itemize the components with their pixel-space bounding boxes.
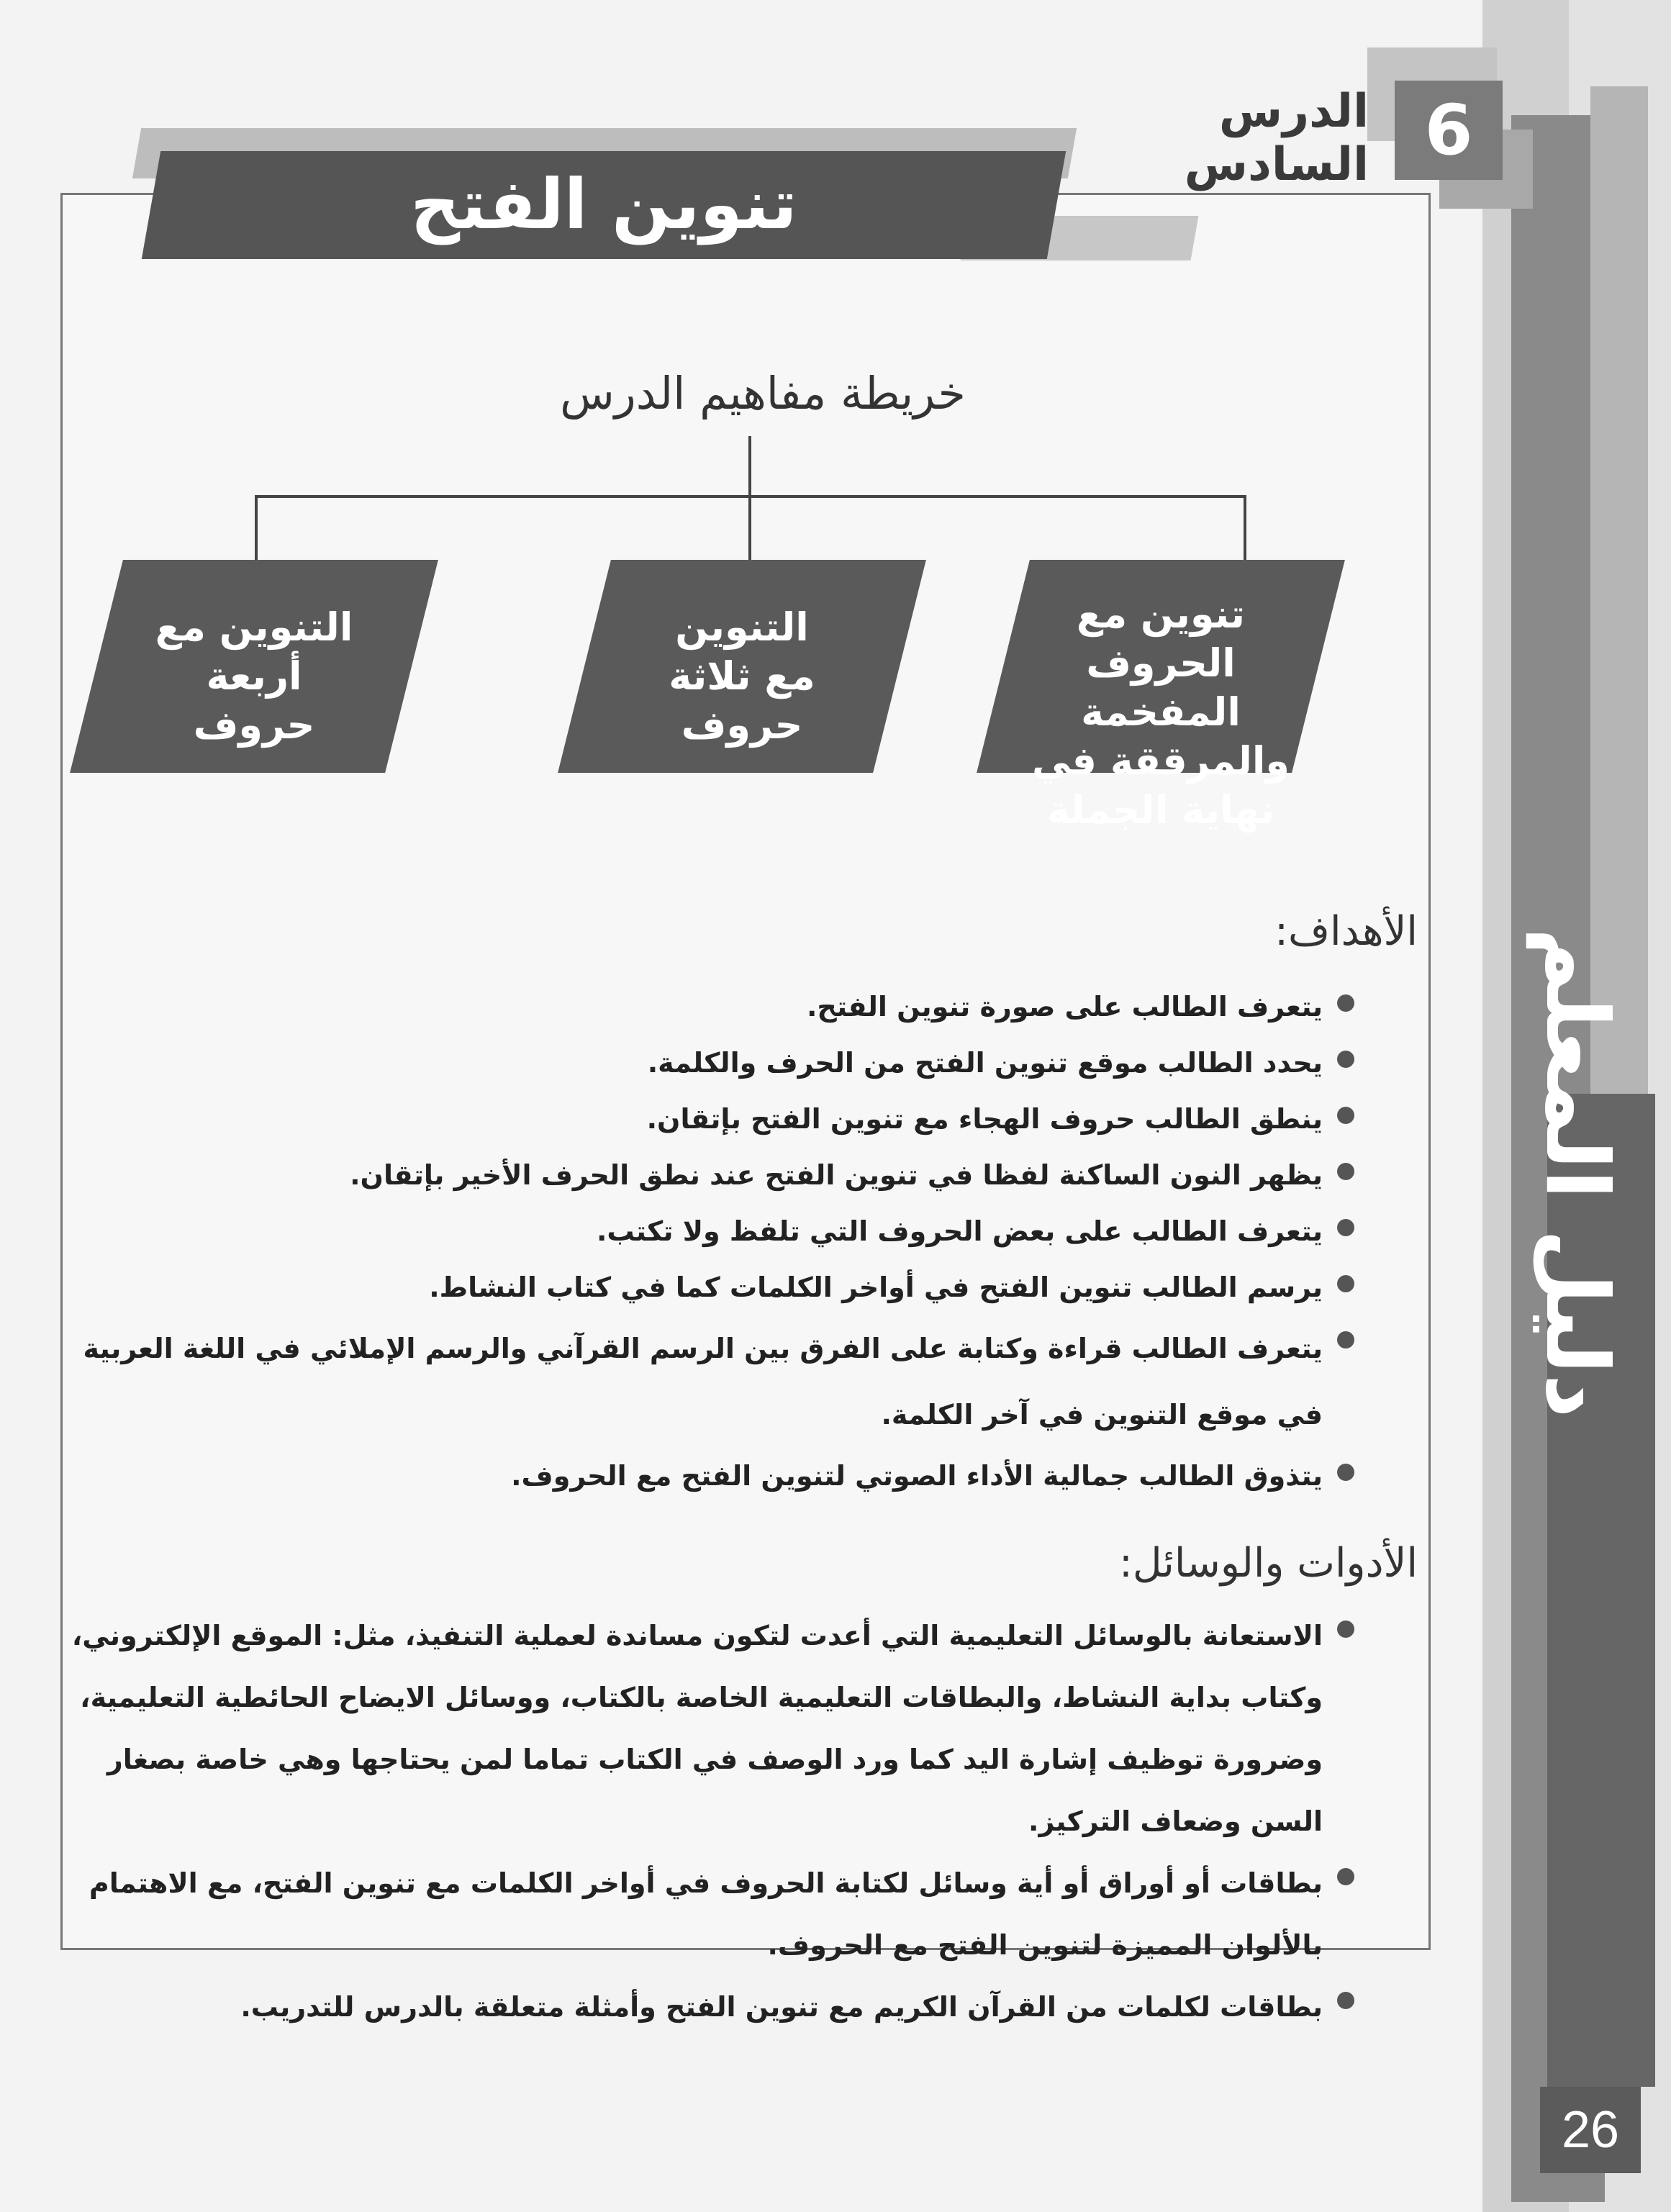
bullet-icon <box>1337 994 1354 1012</box>
map-connector-center <box>748 495 751 563</box>
list-item: ينطق الطالب حروف الهجاء مع تنوين الفتح بإتقان. <box>30 1091 1354 1147</box>
list-item: الاستعانة بالوسائل التعليمية التي أعدت لتكون مساندة لعملية التنفيذ، مثل: الموقع الإلكتروني، وكتاب بداية النشاط، والبطاقات التعليمية الخاصة بالكتاب، ووسائل الايضاح الحائطية التعليمية، وضرورة توظيف إشارة اليد كما ورد الوصف في الكتاب تماما لمن يحتاجها وهي خاصة بصغار السن وضعاف التركيز. <box>30 1605 1354 1852</box>
list-item: يظهر النون الساكنة لفظا في تنوين الفتح عند نطق الحرف الأخير بإتقان. <box>30 1147 1354 1203</box>
list-item: بطاقات لكلمات من القرآن الكريم مع تنوين الفتح وأمثلة متعلقة بالدرس للتدريب. <box>30 1976 1354 2038</box>
list-item: يتعرف الطالب على صورة تنوين الفتح. <box>30 979 1354 1035</box>
page-title: تنوين الفتح <box>410 164 797 245</box>
bullet-icon <box>1337 1621 1354 1638</box>
bullet-icon <box>1337 1051 1354 1068</box>
concept-map-title: خريطة مفاهيم الدرس <box>560 367 966 420</box>
list-item: يرسم الطالب تنوين الفتح في أواخر الكلمات كما في كتاب النشاط. <box>30 1259 1354 1315</box>
bullet-icon <box>1337 1275 1354 1292</box>
bullet-icon <box>1337 1992 1354 2009</box>
list-item: يتعرف الطالب قراءة وكتابة على الفرق بين الرسم القرآني والرسم الإملائي في اللغة العربية في موقع التنوين في آخر الكلمة. <box>30 1315 1354 1448</box>
list-item: يحدد الطالب موقع تنوين الفتح من الحرف والكلمة. <box>30 1035 1354 1091</box>
lesson-number: 6 <box>1395 81 1503 180</box>
tools-heading: الأدوات والوسائل: <box>1119 1540 1418 1587</box>
tools-list <box>30 1605 1354 2038</box>
concept-node-label: التنوين مع أربعة حروف <box>155 604 353 748</box>
lesson-title: الدرس السادس <box>1184 85 1369 191</box>
list-item: يتذوق الطالب جمالية الأداء الصوتي لتنوين الفتح مع الحروف. <box>30 1448 1354 1504</box>
concept-node-label: تنوين مع الحروف المفخمة والمرققة في نهاية الجملة <box>1032 591 1290 833</box>
objectives-list <box>30 979 1354 1504</box>
map-connector-trunk <box>748 436 751 497</box>
bullet-icon <box>1337 1107 1354 1124</box>
bullet-icon <box>1337 1219 1354 1236</box>
map-connector-right <box>1244 495 1246 563</box>
page-number: 26 <box>1540 2087 1641 2173</box>
objectives-heading: الأهداف: <box>1274 908 1418 955</box>
sidebar-label: دليل المعلم <box>1526 928 1626 1418</box>
list-item: بطاقات أو أوراق أو أية وسائل لكتابة الحروف في أواخر الكلمات مع تنوين الفتح، مع الاهتمام بالألوان المميزة لتنوين الفتح مع الحروف. <box>30 1852 1354 1976</box>
bullet-icon <box>1337 1331 1354 1348</box>
bullet-icon <box>1337 1163 1354 1180</box>
bullet-icon <box>1337 1464 1354 1481</box>
list-item: يتعرف الطالب على بعض الحروف التي تلفظ ولا تكتب. <box>30 1203 1354 1259</box>
concept-node-label: التنوين مع ثلاثة حروف <box>669 604 815 748</box>
map-connector-left <box>255 495 258 563</box>
bullet-icon <box>1337 1868 1354 1885</box>
